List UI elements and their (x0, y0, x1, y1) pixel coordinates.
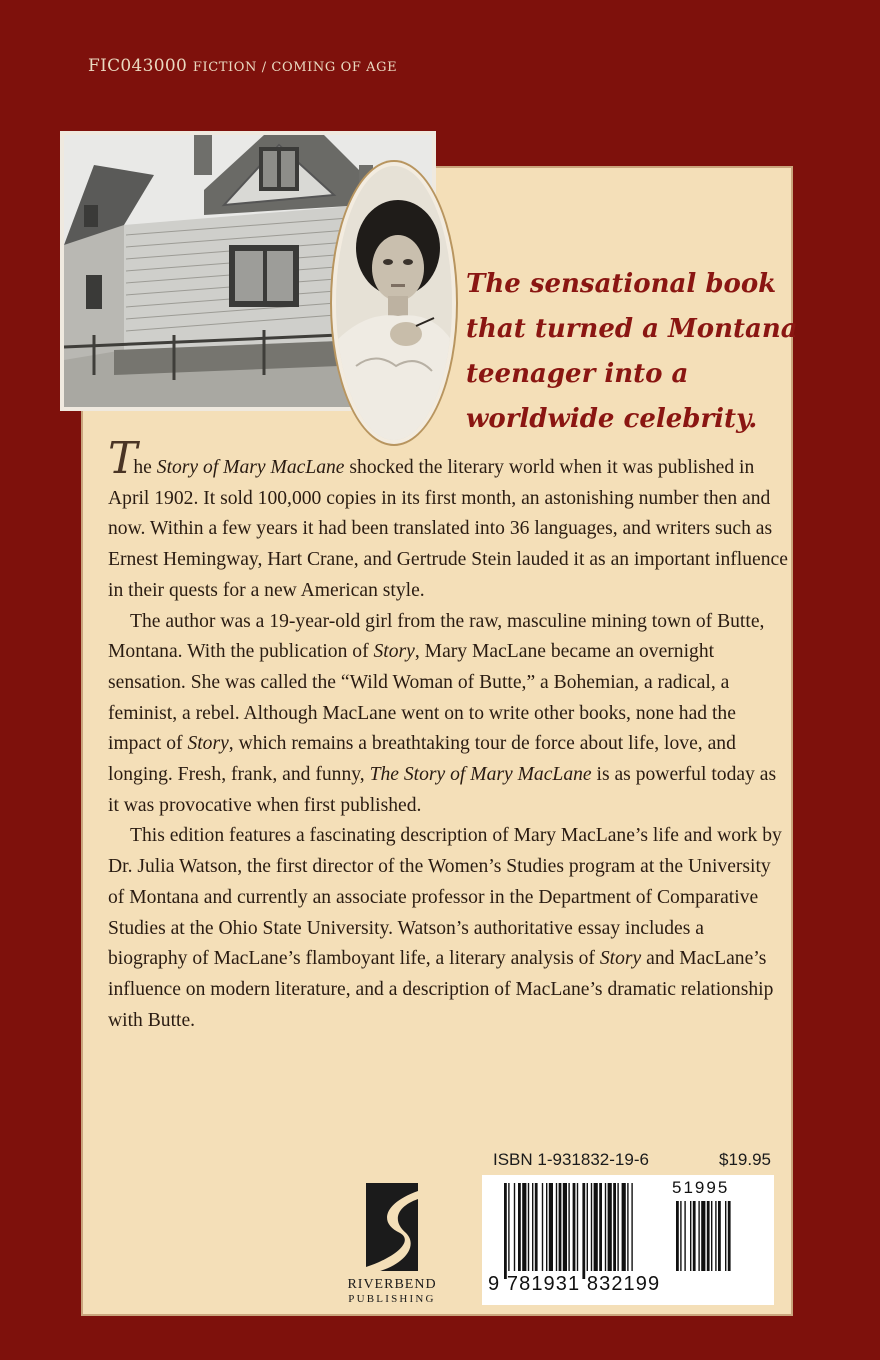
paragraph-1 (108, 433, 788, 607)
barcode-bar (718, 1201, 721, 1271)
barcode-bar (725, 1201, 726, 1271)
portrait-photo (332, 162, 456, 444)
barcode-bar (532, 1183, 533, 1271)
tagline (466, 262, 796, 442)
book-description (108, 433, 788, 1036)
isbn-row (493, 1150, 777, 1170)
barcode-bar (631, 1183, 632, 1271)
barcode-bar (693, 1201, 696, 1271)
bisac-category: FICTION / COMING OF AGE (192, 60, 398, 75)
publisher-sub: PUBLISHING (348, 1293, 436, 1305)
tagline-line: that turned a Montana (466, 314, 798, 344)
isbn-label: ISBN 1-931832-19-6 (493, 1150, 649, 1169)
barcode-bar (549, 1183, 553, 1271)
barcode-bar (577, 1183, 578, 1271)
barcode-bar (622, 1183, 626, 1271)
barcode-bar (563, 1183, 567, 1271)
barcode-bar (591, 1183, 592, 1271)
text: This edition features a fascinating description of Mary MacLane’s life and work by Dr. Julia Watson, the first director of the Women’s Studies program at the University of Montana and currently an associate professor in the Department of Comparative Studies at the Ohio State University. Watson’s authoritative essay includes a biography of MacLane’s flamboyant life, a literary analysis of (108, 825, 782, 970)
text: is as powerful today as it was provocative when first published. (108, 764, 777, 816)
barcode-bar (573, 1183, 576, 1271)
barcode-bar (508, 1183, 509, 1271)
barcode-bar (522, 1183, 526, 1271)
barcode-bar (684, 1201, 685, 1271)
book-title: Story (599, 948, 642, 970)
barcode-bar (587, 1183, 588, 1271)
book-title: Story of Mary MacLane (156, 457, 345, 478)
bisac-number: FIC043000 (88, 56, 188, 76)
paragraph-3 (108, 821, 788, 1036)
barcode-bar (546, 1183, 547, 1271)
barcode-bar (594, 1183, 598, 1271)
price: $19.95 (719, 1150, 771, 1169)
barcode-bar (701, 1201, 705, 1271)
barcode-bar (535, 1183, 538, 1271)
barcode-bar (605, 1183, 606, 1271)
barcode-bar (514, 1183, 515, 1271)
barcode-bar (627, 1183, 628, 1271)
tagline-line: The sensational book (466, 269, 777, 299)
barcode-bar (608, 1183, 612, 1271)
text: and MacLane’s influence on modern literature, and a description of MacLane’s dramatic relationship with Butte. (108, 948, 774, 1031)
text: The author was a 19-year-old girl from the raw, masculine mining town of Butte, Montana. With the publication of (108, 610, 765, 663)
barcode-bar (556, 1183, 557, 1271)
barcode-bar (676, 1201, 679, 1271)
publisher-name: RIVERBEND (347, 1277, 437, 1292)
bisac-code (88, 56, 397, 76)
barcode-bar (613, 1183, 616, 1271)
tagline-line: teenager into a (466, 359, 689, 389)
publisher-logo (334, 1183, 450, 1305)
drop-cap: T (108, 433, 138, 484)
barcode-bar (568, 1183, 569, 1271)
barcode-bar (617, 1183, 618, 1271)
text: , Mary MacLane became an overnight sensation. She was called the “Wild Woman of Butte,” a Bohemian, a radical, a feminist, a rebel. Although MacLane went on to write other books, none had the impact of (108, 641, 736, 755)
book-title: The Story of Mary MacLane (369, 764, 592, 786)
barcode-bar (504, 1183, 507, 1279)
barcode-bar (711, 1201, 712, 1271)
book-title: Story (373, 641, 415, 663)
price-code: 51995 (672, 1178, 730, 1197)
barcode-bar (707, 1201, 710, 1271)
barcode-bar (698, 1201, 699, 1271)
tagline-line: worldwide celebrity. (466, 404, 758, 434)
barcode-bar (680, 1201, 681, 1271)
paragraph-2 (108, 607, 788, 822)
barcode (482, 1175, 774, 1305)
text: he (133, 457, 157, 478)
barcode-bar (528, 1183, 529, 1271)
barcode-bar (542, 1183, 543, 1271)
text: shocked the literary world when it was published in April 1902. It sold 100,000 copies in its first month, an astonishing number then and now. Within a few years it had been translated into 36 languages, and writers such as Ernest Hemingway, Hart Crane, and Gertrude Stein lauded it as an important influence in their quests for a new American style. (108, 457, 788, 601)
barcode-bar (728, 1201, 731, 1271)
book-title: Story (187, 733, 229, 755)
barcode-bar (518, 1183, 521, 1271)
text: , which remains a breathtaking tour de force about life, love, and longing. Fresh, frank, and funny, (108, 733, 736, 786)
barcode-bar (599, 1183, 602, 1271)
barcode-bar (715, 1201, 716, 1271)
riverbend-logo-icon (366, 1183, 418, 1271)
barcode-bar (582, 1183, 585, 1279)
barcode-digits: 9 781931 832199 (488, 1273, 661, 1295)
barcode-bar (559, 1183, 562, 1271)
barcode-bar (690, 1201, 691, 1271)
